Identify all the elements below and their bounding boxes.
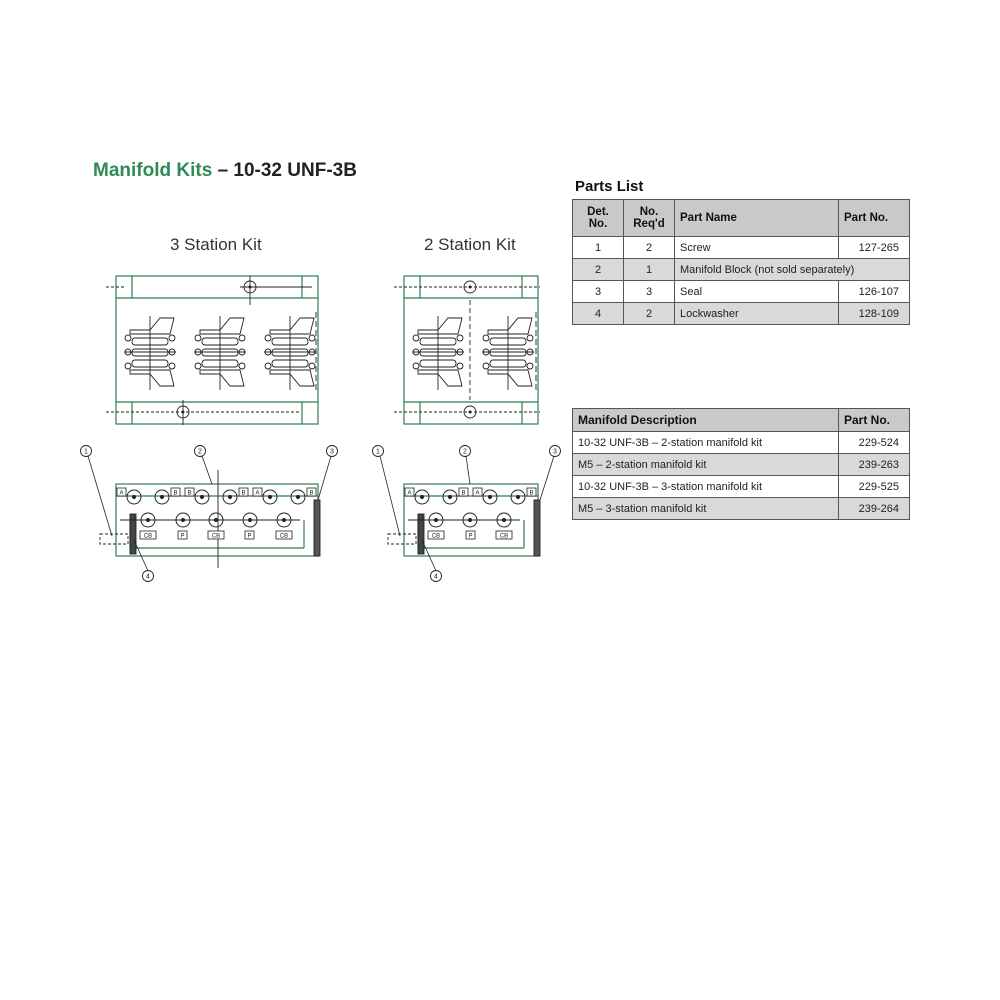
cell-req: 1 [624, 259, 675, 281]
col-part: Part No. [839, 200, 910, 237]
callout-leaders [88, 456, 554, 571]
cell-part: 229-524 [839, 432, 910, 454]
col-description: Manifold Description [573, 409, 839, 432]
port-label-cb: CB [431, 533, 441, 540]
cell-name: Manifold Block (not sold separately) [675, 259, 910, 281]
cell-desc: M5 – 3-station manifold kit [573, 498, 839, 520]
cell-desc: 10-32 UNF-3B – 2-station manifold kit [573, 432, 839, 454]
cell-name: Screw [675, 237, 839, 259]
callout-1: 1 [376, 448, 380, 456]
parts-list-heading: Parts List [575, 178, 644, 195]
callout-1: 1 [84, 448, 88, 456]
three-station-upper-ports [127, 490, 305, 504]
cell-part: 128-109 [839, 303, 910, 325]
col-name: Part Name [675, 200, 839, 237]
callout-3: 3 [553, 448, 557, 456]
port-label-p: P [247, 533, 252, 540]
cell-req: 3 [624, 281, 675, 303]
cell-det: 4 [573, 303, 624, 325]
col-part: Part No. [839, 409, 910, 432]
cell-det: 1 [573, 237, 624, 259]
two-station-top-details [394, 281, 540, 418]
port-label-b: B [173, 490, 178, 497]
three-station-valve-patterns [124, 316, 316, 390]
port-label-b: B [461, 490, 466, 497]
cell-name: Lockwasher [675, 303, 839, 325]
callout-3: 3 [330, 448, 334, 456]
port-label-a: A [255, 490, 260, 497]
port-label-cb: CB [143, 533, 153, 540]
port-label-a: A [475, 490, 480, 497]
cell-part: 239-263 [839, 454, 910, 476]
port-label-p: P [180, 533, 185, 540]
cell-part: 239-264 [839, 498, 910, 520]
table-row [573, 303, 910, 325]
cell-desc: 10-32 UNF-3B – 3-station manifold kit [573, 476, 839, 498]
two-station-valve-patterns [412, 316, 534, 390]
port-label-a: A [407, 490, 412, 497]
port-label-p: P [468, 533, 473, 540]
callout-2: 2 [198, 448, 202, 456]
cell-part: 229-525 [839, 476, 910, 498]
parts-list-table [572, 199, 910, 325]
table-row [573, 454, 910, 476]
port-label-b: B [309, 490, 314, 497]
port-label-cb: CB [499, 533, 509, 540]
cell-name: Seal [675, 281, 839, 303]
port-label-b: B [529, 490, 534, 497]
cell-req: 2 [624, 237, 675, 259]
title-sub: – 10-32 UNF-3B [217, 160, 357, 181]
col-det: Det. No. [573, 200, 624, 237]
table-row [573, 498, 910, 520]
table-row [573, 281, 910, 303]
callout-2: 2 [463, 448, 467, 456]
three-station-top-view [116, 276, 318, 424]
cell-desc: M5 – 2-station manifold kit [573, 454, 839, 476]
desc-header-row [573, 409, 910, 432]
col-req: No. Req'd [624, 200, 675, 237]
two-station-top-view [404, 276, 538, 424]
manifold-description-table [572, 408, 910, 520]
cell-det: 2 [573, 259, 624, 281]
port-label-b: B [241, 490, 246, 497]
two-station-kit-label: 2 Station Kit [424, 235, 516, 254]
two-station-upper-ports [415, 490, 525, 504]
cell-det: 3 [573, 281, 624, 303]
port-label-cb: CB [211, 533, 221, 540]
port-label-b: B [187, 490, 192, 497]
table-row [573, 432, 910, 454]
table-row [573, 237, 910, 259]
three-station-kit-label: 3 Station Kit [170, 235, 262, 254]
callout-4: 4 [434, 573, 438, 581]
title-main: Manifold Kits [93, 160, 213, 181]
parts-header-row [573, 200, 910, 237]
cell-part: 126-107 [839, 281, 910, 303]
callout-circles [81, 446, 561, 582]
table-row [573, 259, 910, 281]
port-label-cb: CB [279, 533, 289, 540]
callout-4: 4 [146, 573, 150, 581]
cell-req: 2 [624, 303, 675, 325]
cell-part: 127-265 [839, 237, 910, 259]
three-station-front-details [100, 470, 320, 568]
table-row [573, 476, 910, 498]
port-label-a: A [119, 490, 124, 497]
